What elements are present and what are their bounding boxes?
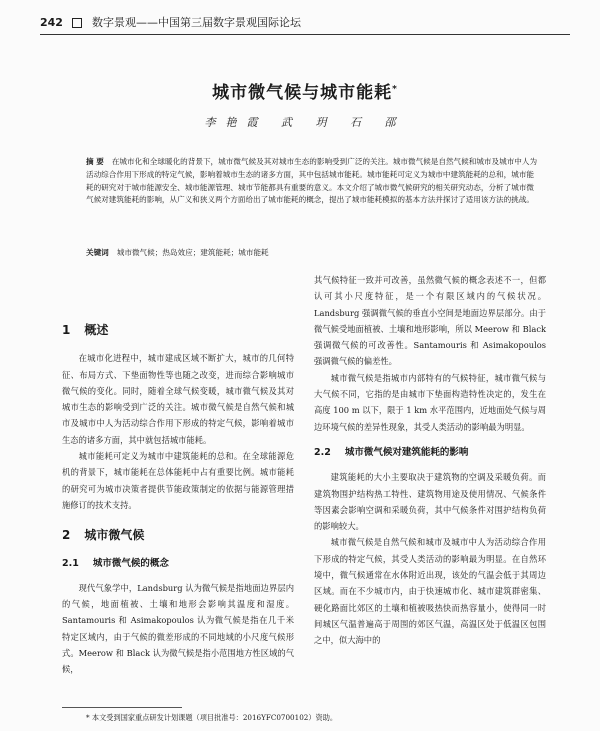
subsection-heading xyxy=(314,445,546,461)
left-column xyxy=(62,322,294,678)
abstract xyxy=(86,156,541,207)
abstract-text: 在城市化和全球暖化的背景下，城市微气候及其对城市生态的影响受到广泛的关注。城市微气候是自然气候和城市及城市中人为活动综合作用下形成的特定气候，影响着城市生态的诸多方面，其中包括城市能耗。城市能耗可定义为城市中建筑能耗的总和，城市能耗的研究对于城市能源安全、城市能源管理、城市节能都具有重要的意义。本文介绍了城市微气候研究的相关研究动态，分析了城市微气候对建筑能耗的影响，从广义和狭义两个方面给出了城市能耗的概念，提出了城市能耗模拟的基本方法并探讨了适用该方法的挑战。 xyxy=(86,157,538,205)
subsection-title: 城市微气候的概念 xyxy=(92,557,169,569)
section-number: 2 xyxy=(62,528,71,543)
paragraph: 建筑能耗的大小主要取决于建筑物的空调及采暖负荷。而建筑物围护结构热工特性、建筑物用途及使用情况、气候条件等因素会影响空调和采暖负荷，其中气候条件对围护结构负荷的影响较大。 xyxy=(314,472,546,532)
authors: 李艳霞 武 玥 石 邵 xyxy=(204,116,406,129)
paper-title-text: 城市微气候与城市能耗 xyxy=(212,83,393,103)
paper-title xyxy=(40,78,570,103)
subsection-title: 城市微气候对建筑能耗的影响 xyxy=(344,446,469,458)
paragraph: 在城市化进程中，城市建成区域不断扩大，城市的几何特征、布局方式、下垫面物性等也随之改变，进而综合影响城市微气候的变化。同时，随着全球气候变暖，城市微气候及其对城市生态的影响受到广泛的关注。城市微气候是自然气候和城市及城市中人为活动综合作用下形成的特定气候，影响着城市生态的诸多方面，其中就包括城市能耗。 xyxy=(62,353,294,445)
paragraph: 城市能耗可定义为城市中建筑能耗的总和。在全球能源危机的背景下，城市能耗在总体能耗中占有重要比例。城市能耗的研究可为城市决策者提供节能政策制定的依据与能源管理措施修订的技术支持。 xyxy=(62,451,294,510)
section-title: 城市微气候 xyxy=(84,528,145,543)
header-square-icon xyxy=(72,18,82,28)
paragraph: 现代气象学中，Landsburg 认为微气候是指地面边界层内的气候，地面植被、土壤和地形会影响其温度和湿度。Santamouris 和 Asimakopoulos 认为微气候是指在几千米特定区域内，由于气候的微差形成的不同地域的小尺度气候形式。Meerow 和 Black 认为微气候是指小范围地方性区域的气候， xyxy=(62,582,294,675)
page-number: 242 xyxy=(40,16,63,29)
keywords-label: 关键词 xyxy=(86,248,109,257)
subsection-number: 2.2 xyxy=(314,446,331,458)
keywords-text: 城市微气候；热岛效应；建筑能耗；城市能耗 xyxy=(116,248,269,257)
header-rule xyxy=(40,34,570,35)
footnote: * 本文受到国家重点研发计划课题（项目批准号：2016YFC0700102）资助。 xyxy=(86,713,338,722)
paragraph: 其气候特征一致并可改善，虽然微气候的概念表述不一，但都认可其小尺度特征，是一个有限区域内的气候状况。Landsburg 强调微气候的垂直小空间是地面边界层部分。由于微气候受地面植被、土壤和地形影响，所以 Meerow 和 Black 强调微气候的可改善性。Santamouris 和 Asimakopoulos 强调微气候的偏差性。 xyxy=(314,275,546,367)
keywords xyxy=(86,247,541,258)
section-heading xyxy=(62,527,294,543)
paragraph: 城市微气候是指城市内部特有的气候特征，城市微气候与大气候不同，它指的是由城市下垫面构造特性决定的，发生在高度 100 m 以下，限于 1 km 水平范围内，近地面处气候与周边环境气候的差异性现象，其受人类活动的影响最为明显。 xyxy=(314,372,546,432)
section-heading xyxy=(62,322,294,338)
running-header xyxy=(40,14,570,32)
running-title: 数字景观——中国第三届数字景观国际论坛 xyxy=(91,16,301,29)
footnote-rule xyxy=(62,707,182,708)
section-title: 概述 xyxy=(84,323,109,337)
subsection-number: 2.1 xyxy=(62,557,79,569)
right-column xyxy=(314,272,546,649)
paragraph: 城市微气候是自然气候和城市及城市中人为活动综合作用下形成的特定气候，其受人类活动的影响最为明显。在自然环境中，微气候通常在水体附近出现，该处的气温会低于其周边区域。而在不少城市内，由于快速城市化、城市建筑群密集、硬化路面比郊区的土壤和植被吸热快而热容量小，使得同一时间城区气温普遍高于周围的郊区气温，高温区处于低温区包围之中，似大海中的 xyxy=(314,537,546,646)
subsection-heading xyxy=(62,556,294,572)
section-number: 1 xyxy=(62,323,71,337)
abstract-label: 摘 要 xyxy=(86,157,104,166)
title-footnote-mark: * xyxy=(392,84,398,95)
